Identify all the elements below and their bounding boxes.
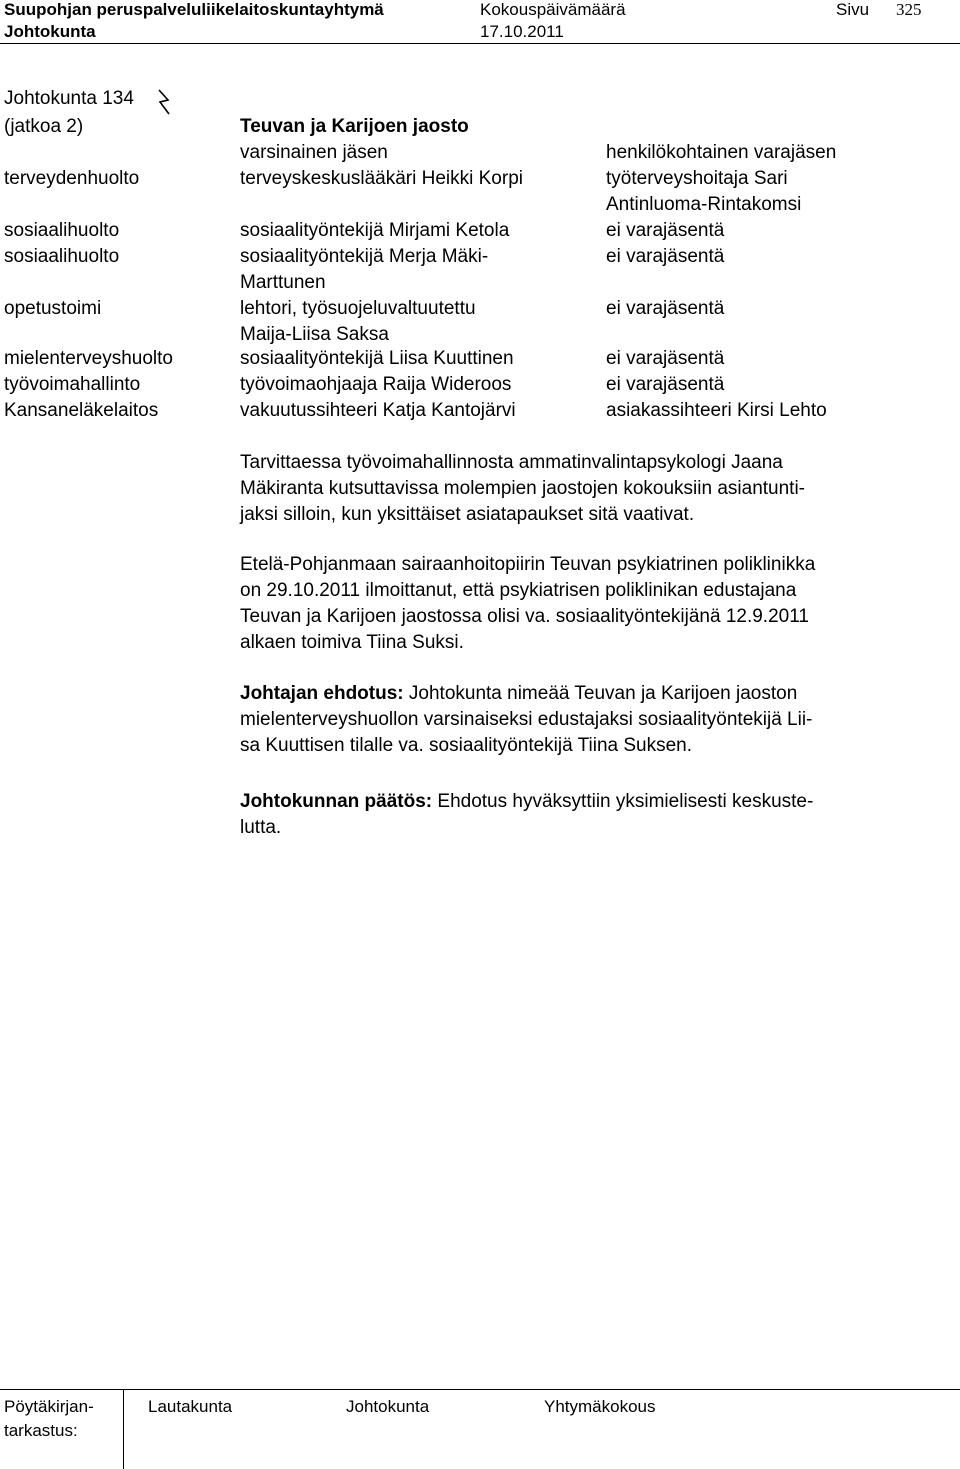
footer-column-divider [123, 1389, 124, 1469]
paragraph-line: Teuvan ja Karijoen jaostossa olisi va. sosiaalityöntekijänä 12.9.2011 [240, 606, 809, 627]
footer-johtokunta: Johtokunta [346, 1397, 430, 1416]
paragraph-psychologist [240, 450, 930, 528]
row-deputy-line: ei varajäsentä [606, 220, 725, 241]
row-deputy-line: työterveyshoitaja Sari [606, 168, 788, 189]
paragraph-line: on 29.10.2011 ilmoittanut, että psykiatrisen poliklinikan edustajana [240, 580, 797, 601]
row-area: sosiaalihuolto [4, 220, 120, 241]
row-member-line: vakuutussihteeri Katja Kantojärvi [240, 400, 516, 421]
organization-name: Suupohjan peruspalveluliikelaitoskuntayhtymä [4, 0, 384, 19]
row-area: Kansaneläkelaitos [4, 400, 159, 421]
row-deputy [606, 398, 827, 424]
row-deputy-line: asiakassihteeri Kirsi Lehto [606, 400, 827, 421]
paragraph-line: Etelä-Pohjanmaan sairaanhoitopiirin Teuvan psykiatrinen poliklinikka [240, 554, 816, 575]
row-member-line: Maija-Liisa Saksa [240, 324, 389, 345]
footer-check-label-line: tarkastus: [4, 1421, 78, 1440]
row-area: mielenterveyshuolto [4, 348, 173, 369]
meeting-date: 17.10.2011 [480, 22, 564, 41]
table-heading: Teuvan ja Karijoen jaosto [240, 116, 469, 137]
row-member-line: työvoimaohjaaja Raija Wideroos [240, 374, 512, 395]
row-area: terveydenhuolto [4, 168, 140, 189]
row-member-line: sosiaalityöntekijä Mirjami Ketola [240, 220, 510, 241]
section-title: Johtokunta 134 [4, 88, 134, 109]
paragraph-line: Mäkiranta kutsuttavissa molempien jaostojen kokouksiin asiantunti- [240, 478, 805, 499]
row-member [240, 398, 516, 424]
paragraph-line: alkaen toimiva Tiina Suksi. [240, 632, 464, 653]
row-member [240, 346, 514, 372]
decision-text: Ehdotus hyväksyttiin yksimielisesti keskuste- [432, 791, 814, 812]
footer-check-label-line: Pöytäkirjan- [4, 1397, 94, 1416]
row-deputy [606, 166, 801, 218]
row-member [240, 296, 476, 348]
row-member-line: sosiaalityöntekijä Liisa Kuuttinen [240, 348, 514, 369]
row-member-line: lehtori, työsuojeluvaltuutettu [240, 298, 476, 319]
paragraph-line: mielenterveyshuollon varsinaiseksi edustajaksi sosiaalityöntekijä Lii- [240, 709, 813, 730]
column-deputy: henkilökohtainen varajäsen [606, 142, 837, 163]
row-area: opetustoimi [4, 298, 102, 319]
row-member [240, 218, 509, 244]
row-member [240, 372, 511, 398]
column-member: varsinainen jäsen [240, 142, 388, 163]
row-area: työvoimahallinto [4, 374, 141, 395]
footer-lautakunta: Lautakunta [148, 1397, 233, 1416]
footer-yhtymakokous: Yhtymäkokous [544, 1397, 656, 1416]
paragraph-line: lutta. [240, 817, 282, 838]
paragraph-line: sa Kuuttisen tilalle va. sosiaalityöntekijä Tiina Suksen. [240, 735, 693, 756]
row-member-line: Marttunen [240, 272, 326, 293]
row-deputy [606, 372, 724, 398]
lightning-icon [156, 89, 172, 115]
row-deputy [606, 296, 724, 322]
footer-check-label [4, 1395, 94, 1443]
page-number: 325 [896, 0, 922, 19]
paragraph-decision [240, 789, 930, 841]
proposal-text: Johtokunta nimeää Teuvan ja Karijoen jaoston [403, 683, 798, 704]
row-member [240, 166, 523, 192]
row-deputy-line: ei varajäsentä [606, 298, 725, 319]
row-deputy-line: ei varajäsentä [606, 348, 725, 369]
paragraph-clinic-notice [240, 552, 930, 656]
row-deputy-line: ei varajäsentä [606, 246, 725, 267]
section-continuation: (jatkoa 2) [4, 116, 84, 137]
row-member-line: terveyskeskuslääkäri Heikki Korpi [240, 168, 523, 189]
row-member [240, 244, 488, 296]
page-label: Sivu [836, 0, 870, 19]
row-deputy-line: ei varajäsentä [606, 374, 725, 395]
row-deputy-line: Antinluoma-Rintakomsi [606, 194, 802, 215]
footer-divider [0, 1389, 960, 1390]
decision-label: Johtokunnan päätös: [240, 791, 433, 812]
board-name: Johtokunta [4, 22, 96, 41]
row-deputy [606, 218, 724, 244]
paragraph-line [240, 681, 930, 707]
proposal-label: Johtajan ehdotus: [240, 683, 404, 704]
paragraph-line [240, 789, 930, 815]
row-area: sosiaalihuolto [4, 246, 120, 267]
paragraph-line: jaksi silloin, kun yksittäiset asiatapaukset sitä vaativat. [240, 504, 695, 525]
paragraph-line: Tarvittaessa työvoimahallinnosta ammatinvalintapsykologi Jaana [240, 452, 783, 473]
header-divider [0, 43, 960, 44]
meeting-date-label: Kokouspäivämäärä [480, 0, 626, 19]
paragraph-proposal [240, 681, 930, 759]
row-deputy [606, 244, 724, 270]
row-deputy [606, 346, 724, 372]
row-member-line: sosiaalityöntekijä Merja Mäki- [240, 246, 489, 267]
